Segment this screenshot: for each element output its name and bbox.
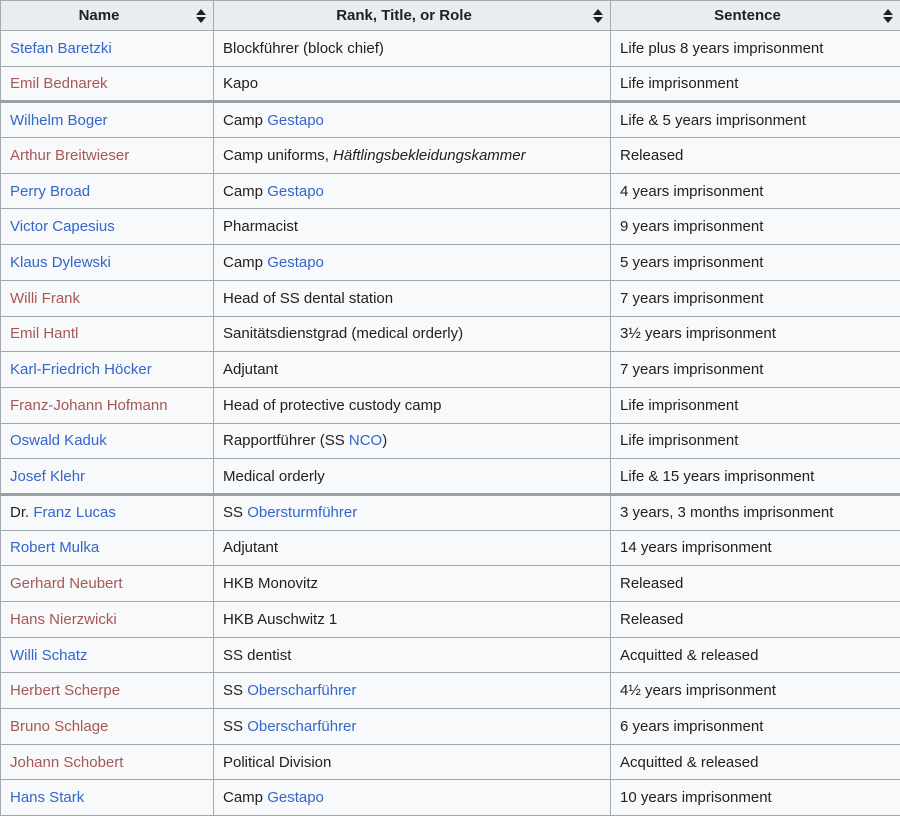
role-cell <box>214 245 611 281</box>
role-text: HKB Auschwitz 1 <box>223 610 338 628</box>
role-text: SS dentist <box>223 646 292 664</box>
role-cell <box>214 566 611 602</box>
column-header-role[interactable] <box>214 1 611 31</box>
table-row <box>1 566 900 602</box>
role-text: Camp <box>223 182 268 200</box>
role-cell <box>214 637 611 673</box>
sentence-cell: Released <box>611 138 900 174</box>
defendant-name-link[interactable]: Karl-Friedrich Höcker <box>10 361 152 379</box>
role-text: Medical orderly <box>223 467 325 485</box>
name-prefix: Dr. <box>10 504 34 522</box>
name-cell <box>1 602 214 638</box>
sort-both-icon[interactable] <box>593 9 603 23</box>
defendant-name-link[interactable]: Emil Bednarek <box>10 75 108 93</box>
wiki-link[interactable]: NCO <box>348 432 383 450</box>
role-text: Camp uniforms, <box>223 146 334 164</box>
table-row <box>1 316 900 352</box>
role-text: Political Division <box>223 753 332 771</box>
role-cell <box>214 31 611 67</box>
sentence-cell: 10 years imprisonment <box>611 780 900 816</box>
name-cell <box>1 423 214 459</box>
role-cell <box>214 173 611 209</box>
name-cell <box>1 387 214 423</box>
wiki-link[interactable]: Oberscharführer <box>247 682 357 700</box>
role-text: Kapo <box>223 75 259 93</box>
role-text: Camp <box>223 111 268 129</box>
defendant-name-link[interactable]: Josef Klehr <box>10 467 86 485</box>
sentence-cell: Acquitted & released <box>611 744 900 780</box>
table-body <box>1 31 900 816</box>
name-cell <box>1 66 214 102</box>
role-cell <box>214 494 611 530</box>
table-row <box>1 494 900 530</box>
column-header-sentence[interactable] <box>611 1 900 31</box>
name-cell <box>1 102 214 138</box>
sentence-cell: Released <box>611 566 900 602</box>
role-text: Adjutant <box>223 361 279 379</box>
table-row <box>1 352 900 388</box>
table-row <box>1 423 900 459</box>
sentence-cell: 14 years imprisonment <box>611 530 900 566</box>
defendant-name-link[interactable]: Wilhelm Boger <box>10 111 108 129</box>
sentence-cell: 6 years imprisonment <box>611 709 900 745</box>
sentence-cell: 7 years imprisonment <box>611 280 900 316</box>
defendant-name-link[interactable]: Franz Lucas <box>33 504 116 522</box>
role-text: ) <box>382 432 388 450</box>
sentence-cell: 5 years imprisonment <box>611 245 900 281</box>
role-cell <box>214 138 611 174</box>
table-row <box>1 780 900 816</box>
defendant-name-link[interactable]: Bruno Schlage <box>10 717 109 735</box>
role-text: Adjutant <box>223 539 279 557</box>
table-row <box>1 459 900 495</box>
sentence-cell: Life & 15 years imprisonment <box>611 459 900 495</box>
table-row <box>1 31 900 67</box>
defendant-name-link[interactable]: Willi Frank <box>10 289 80 307</box>
wiki-link[interactable]: Oberscharführer <box>247 717 357 735</box>
table-row <box>1 530 900 566</box>
name-cell <box>1 352 214 388</box>
defendant-name-link[interactable]: Gerhard Neubert <box>10 575 123 593</box>
role-cell <box>214 387 611 423</box>
column-header-role-label: Rank, Title, or Role <box>336 7 472 24</box>
sentence-cell: Life imprisonment <box>611 423 900 459</box>
sentence-cell: 4½ years imprisonment <box>611 673 900 709</box>
role-text: Camp <box>223 253 268 271</box>
role-cell <box>214 209 611 245</box>
name-cell <box>1 209 214 245</box>
sentence-cell: 3 years, 3 months imprisonment <box>611 494 900 530</box>
name-cell <box>1 459 214 495</box>
wiki-link[interactable]: Gestapo <box>267 789 324 807</box>
name-cell <box>1 280 214 316</box>
role-cell <box>214 423 611 459</box>
wiki-link[interactable]: Gestapo <box>267 253 324 271</box>
sort-both-icon[interactable] <box>883 9 893 23</box>
name-cell <box>1 245 214 281</box>
role-cell <box>214 602 611 638</box>
defendant-name-link[interactable]: Victor Capesius <box>10 218 115 236</box>
column-header-name-label: Name <box>78 7 120 24</box>
table-row <box>1 280 900 316</box>
name-cell <box>1 673 214 709</box>
role-text: Blockführer (block chief) <box>223 39 384 57</box>
role-text: HKB Monovitz <box>223 575 319 593</box>
name-cell <box>1 138 214 174</box>
wiki-link[interactable]: Obersturmführer <box>247 504 358 522</box>
role-text: Rapportführer (SS <box>223 432 349 450</box>
role-cell <box>214 780 611 816</box>
sentence-cell: 4 years imprisonment <box>611 173 900 209</box>
name-cell <box>1 173 214 209</box>
name-cell <box>1 566 214 602</box>
column-header-sentence-label: Sentence <box>714 7 781 24</box>
role-cell <box>214 459 611 495</box>
role-cell <box>214 66 611 102</box>
defendant-name-link[interactable]: Arthur Breitwieser <box>10 146 130 164</box>
defendant-name-link[interactable]: Emil Hantl <box>10 325 79 343</box>
name-cell <box>1 316 214 352</box>
role-cell <box>214 280 611 316</box>
defendant-name-link[interactable]: Oswald Kaduk <box>10 432 107 450</box>
name-cell <box>1 709 214 745</box>
column-header-name[interactable] <box>1 1 214 31</box>
table-row <box>1 245 900 281</box>
table-row <box>1 673 900 709</box>
defendant-name-link[interactable]: Klaus Dylewski <box>10 253 111 271</box>
role-text: Head of protective custody camp <box>223 396 442 414</box>
role-text: Camp <box>223 789 268 807</box>
role-cell <box>214 530 611 566</box>
name-cell <box>1 494 214 530</box>
table-row <box>1 138 900 174</box>
role-text: Sanitätsdienstgrad (medical orderly) <box>223 325 464 343</box>
defendant-name-link[interactable]: Perry Broad <box>10 182 91 200</box>
role-cell <box>214 744 611 780</box>
role-cell <box>214 316 611 352</box>
sentence-cell: Acquitted & released <box>611 637 900 673</box>
defendant-name-link[interactable]: Johann Schobert <box>10 753 124 771</box>
name-cell <box>1 780 214 816</box>
sentence-cell: Life plus 8 years imprisonment <box>611 31 900 67</box>
header-row <box>1 1 900 31</box>
table-row <box>1 209 900 245</box>
defendant-name-link[interactable]: Robert Mulka <box>10 539 100 557</box>
wiki-link[interactable]: Gestapo <box>267 182 324 200</box>
table-row <box>1 102 900 138</box>
sentence-cell: 7 years imprisonment <box>611 352 900 388</box>
role-text: SS <box>223 504 248 522</box>
table-row <box>1 66 900 102</box>
defendant-name-link[interactable]: Hans Nierzwicki <box>10 610 117 628</box>
table-row <box>1 709 900 745</box>
role-text: Head of SS dental station <box>223 289 394 307</box>
defendant-name-link[interactable]: Stefan Baretzki <box>10 39 112 57</box>
sentence-cell: 3½ years imprisonment <box>611 316 900 352</box>
defendant-name-link[interactable]: Willi Schatz <box>10 646 88 664</box>
sentence-cell: 9 years imprisonment <box>611 209 900 245</box>
role-cell <box>214 709 611 745</box>
defendant-name-link[interactable]: Herbert Scherpe <box>10 682 121 700</box>
table-row <box>1 602 900 638</box>
role-italic-text: Häftlingsbekleidungskammer <box>333 146 526 164</box>
defendant-name-link[interactable]: Franz-Johann Hofmann <box>10 396 168 414</box>
sort-both-icon[interactable] <box>196 9 206 23</box>
role-text: Pharmacist <box>223 218 299 236</box>
sentence-cell: Life imprisonment <box>611 66 900 102</box>
name-cell <box>1 637 214 673</box>
sentence-cell: Life & 5 years imprisonment <box>611 102 900 138</box>
defendant-name-link[interactable]: Hans Stark <box>10 789 85 807</box>
role-text: SS <box>223 717 248 735</box>
table-row <box>1 387 900 423</box>
table-row <box>1 173 900 209</box>
role-cell <box>214 673 611 709</box>
table-header <box>1 1 900 31</box>
role-cell <box>214 352 611 388</box>
table-row <box>1 637 900 673</box>
name-cell <box>1 31 214 67</box>
name-cell <box>1 530 214 566</box>
sentence-cell: Life imprisonment <box>611 387 900 423</box>
role-text: SS <box>223 682 248 700</box>
wiki-link[interactable]: Gestapo <box>267 111 324 129</box>
sentence-cell: Released <box>611 602 900 638</box>
table-row <box>1 744 900 780</box>
name-cell <box>1 744 214 780</box>
role-cell <box>214 102 611 138</box>
